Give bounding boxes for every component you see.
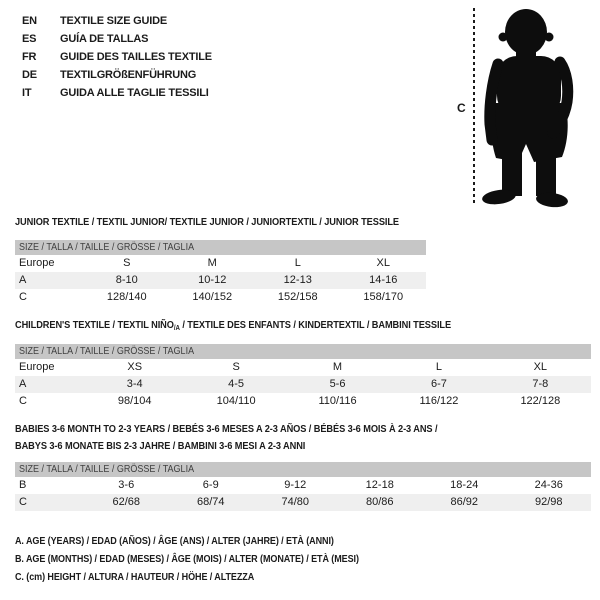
legend-note-c: C. (cm) HEIGHT / ALTURA / HAUTEUR / HÖHE / ALTEZZA [15, 571, 255, 583]
table-cell: 122/128 [520, 395, 561, 407]
language-row [22, 84, 212, 102]
table-row-months [15, 477, 591, 494]
children-title-post: / TEXTILE DES ENFANTS / KINDERTEXTIL / BAMBINI TESSILE [179, 319, 452, 331]
children-size-table [15, 344, 591, 410]
table-cell: 5-6 [329, 378, 346, 390]
table-cell: 104/110 [216, 395, 256, 407]
table-row-height [15, 494, 591, 511]
size-header-band [15, 240, 426, 255]
table-cell: 110/116 [318, 395, 357, 407]
table-cell: 140/152 [192, 291, 233, 303]
height-measure-line [473, 8, 475, 206]
table-cell: 86/92 [450, 496, 479, 508]
babies-table-title-line2: BABYS 3-6 MONATE BIS 2-3 JAHRE / BAMBINI 3-6 MESI A 2-3 ANNI [15, 440, 306, 452]
table-cell: 3-4 [126, 378, 143, 390]
children-table-title [15, 319, 451, 332]
table-cell: L [294, 257, 301, 269]
children-title-pre: CHILDREN'S TEXTILE / TEXTIL NIÑO [15, 319, 174, 331]
table-cell: 98/104 [117, 395, 152, 407]
table-row-age [15, 376, 591, 393]
babies-size-table [15, 462, 591, 511]
language-row [22, 12, 212, 30]
table-cell: 128/140 [106, 291, 147, 303]
size-header-label: SIZE / TALLA / TAILLE / GRÖSSE / TAGLIA [19, 464, 195, 475]
language-title: TEXTILE SIZE GUIDE [60, 15, 168, 27]
row-label: C [19, 395, 27, 407]
table-row-age [15, 272, 426, 289]
table-cell: S [232, 361, 240, 373]
legend-note-a: A. AGE (YEARS) / EDAD (AÑOS) / ÂGE (ANS) / ALTER (JAHRE) / ETÀ (ANNI) [15, 535, 334, 547]
table-cell: 12-13 [283, 274, 312, 286]
table-cell: M [332, 361, 343, 373]
language-title: GUÍA DE TALLAS [60, 33, 149, 45]
table-cell: 116/122 [419, 395, 459, 407]
table-cell: 152/158 [277, 291, 318, 303]
table-cell: 14-16 [369, 274, 398, 286]
height-figure [450, 4, 600, 214]
table-cell: XL [533, 361, 548, 373]
table-cell: 68/74 [196, 496, 225, 508]
table-cell: 12-18 [365, 479, 394, 491]
language-code: EN [22, 15, 37, 27]
language-title: TEXTILGRÖßENFÜHRUNG [60, 69, 197, 81]
row-label: A [19, 378, 27, 390]
row-label: B [19, 479, 27, 491]
size-header-band [15, 462, 591, 477]
junior-table-title: JUNIOR TEXTILE / TEXTIL JUNIOR/ TEXTILE JUNIOR / JUNIORTEXTIL / JUNIOR TESSILE [15, 216, 400, 228]
children-title-sub: /A [173, 325, 180, 332]
table-cell: 74/80 [281, 496, 310, 508]
table-cell: 8-10 [115, 274, 138, 286]
baby-silhouette-icon [478, 6, 594, 208]
row-label: Europe [19, 361, 55, 373]
size-header-label: SIZE / TALLA / TAILLE / GRÖSSE / TAGLIA [19, 346, 195, 357]
table-row-height [15, 393, 591, 410]
size-header-band [15, 344, 591, 359]
table-cell: 62/68 [112, 496, 141, 508]
table-cell: 9-12 [284, 479, 307, 491]
legend-note-b: B. AGE (MONTHS) / EDAD (MESES) / ÂGE (MOIS) / ALTER (MONATE) / ETÀ (MESI) [15, 553, 359, 565]
table-row-height [15, 289, 426, 306]
table-cell: 6-9 [202, 479, 219, 491]
table-cell: 92/98 [534, 496, 563, 508]
language-row [22, 66, 212, 84]
language-code: FR [22, 51, 37, 63]
row-label: C [19, 496, 27, 508]
language-row [22, 30, 212, 48]
row-label: A [19, 274, 27, 286]
junior-size-table [15, 240, 426, 306]
table-cell: 80/86 [365, 496, 394, 508]
table-cell: 10-12 [198, 274, 227, 286]
row-label: C [19, 291, 27, 303]
language-row [22, 48, 212, 66]
language-code: ES [22, 33, 37, 45]
table-cell: M [207, 257, 217, 269]
table-cell: S [123, 257, 131, 269]
size-header-label: SIZE / TALLA / TAILLE / GRÖSSE / TAGLIA [19, 242, 195, 253]
table-cell: 18-24 [450, 479, 479, 491]
table-row-europe [15, 359, 591, 376]
table-cell: 3-6 [118, 479, 135, 491]
table-cell: 158/170 [363, 291, 404, 303]
language-code: IT [22, 87, 32, 99]
table-cell: 24-36 [534, 479, 563, 491]
height-measure-label: C [457, 101, 466, 115]
table-cell: XL [376, 257, 390, 269]
language-code: DE [22, 69, 37, 81]
language-title: GUIDE DES TAILLES TEXTILE [60, 51, 212, 63]
babies-table-title-line1: BABIES 3-6 MONTH TO 2-3 YEARS / BEBÉS 3-6 MESES A 2-3 AÑOS / BÉBÉS 3-6 MOIS À 2-3 ANS / [15, 423, 438, 435]
table-cell: 6-7 [430, 378, 447, 390]
table-cell: XS [127, 361, 143, 373]
language-title: GUIDA ALLE TAGLIE TESSILI [60, 87, 209, 99]
legend-notes [15, 531, 415, 585]
table-row-europe [15, 255, 426, 272]
table-cell: 7-8 [532, 378, 549, 390]
row-label: Europe [19, 257, 55, 269]
table-cell: 4-5 [228, 378, 245, 390]
table-cell: L [435, 361, 442, 373]
language-list [22, 12, 212, 102]
